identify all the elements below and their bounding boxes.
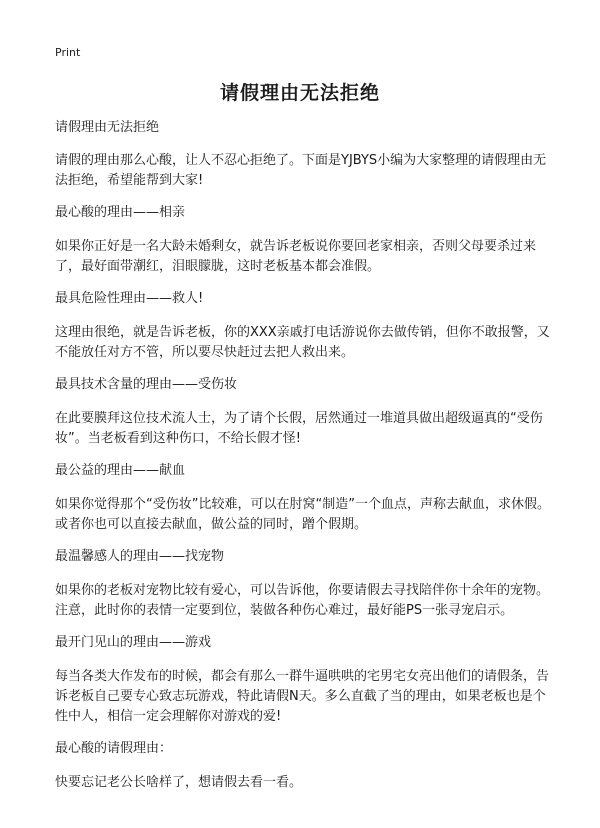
section-heading: 最开门见山的理由——游戏 [55, 635, 212, 650]
section-paragraph: 如果你的老板对宠物比较有爱心，可以告诉他，你要请假去寻找陪伴你十余年的宠物。注意，此时你的表情一定要到位，装做各种伤心难过，最好能PS一张寻宠启示。 [55, 583, 550, 618]
section-paragraph: 如果你正好是一名大龄未婚剩女，就告诉老板说你要回老家相亲，否则父母要杀过来了，最好面带潮红，泪眼朦胧，这时老板基本都会准假。 [55, 239, 537, 274]
section-paragraph: 这理由很绝，就是告诉老板，你的XXX亲戚打电话游说你去做传销，但你不敢报警，又不能放任对方不管，所以要尽快赶过去把人救出来。 [55, 325, 550, 360]
section-heading: 最公益的理由——献血 [55, 463, 186, 478]
print-link[interactable]: Print [55, 46, 81, 59]
section-heading: 最具技术含量的理由——受伤妆 [55, 377, 238, 392]
section-paragraph: 在此要膜拜这位技术流人士，为了请个长假，居然通过一堆道具做出超级逼真的“受伤妆”。当老板看到这种伤口，不给长假才怪! [55, 411, 543, 446]
section-heading: 最心酸的理由——相亲 [55, 205, 186, 220]
intro-paragraph: 请假的理由那么心酸，让人不忍心拒绝了。下面是YJBYS小编为大家整理的请假理由无法拒绝，希望能帮到大家! [55, 153, 547, 188]
section-paragraph: 快要忘记老公长啥样了，想请假去看一看。 [55, 775, 303, 790]
page-title: 请假理由无法拒绝 [219, 82, 380, 104]
article-body [55, 118, 555, 805]
section-heading: 最具危险性理由——救人! [55, 291, 204, 306]
section-paragraph: 如果你觉得那个“受伤妆”比较难，可以在肘窝“制造”一个血点，声称去献血，求休假。或者你也可以直接去献血，做公益的同时，蹭个假期。 [55, 497, 550, 532]
section-paragraph: 每当各类大作发布的时候，都会有那么一群牛逼哄哄的宅男宅女亮出他们的请假条，告诉老板自己要专心致志玩游戏，特此请假N天。多么直截了当的理由，如果老板也是个性中人，相信一定会理解你对游戏的爱! [55, 669, 550, 724]
article-subtitle: 请假理由无法拒绝 [55, 120, 160, 135]
section-heading: 最心酸的请假理由： [55, 741, 173, 756]
section-heading: 最温馨感人的理由——找宠物 [55, 549, 225, 564]
